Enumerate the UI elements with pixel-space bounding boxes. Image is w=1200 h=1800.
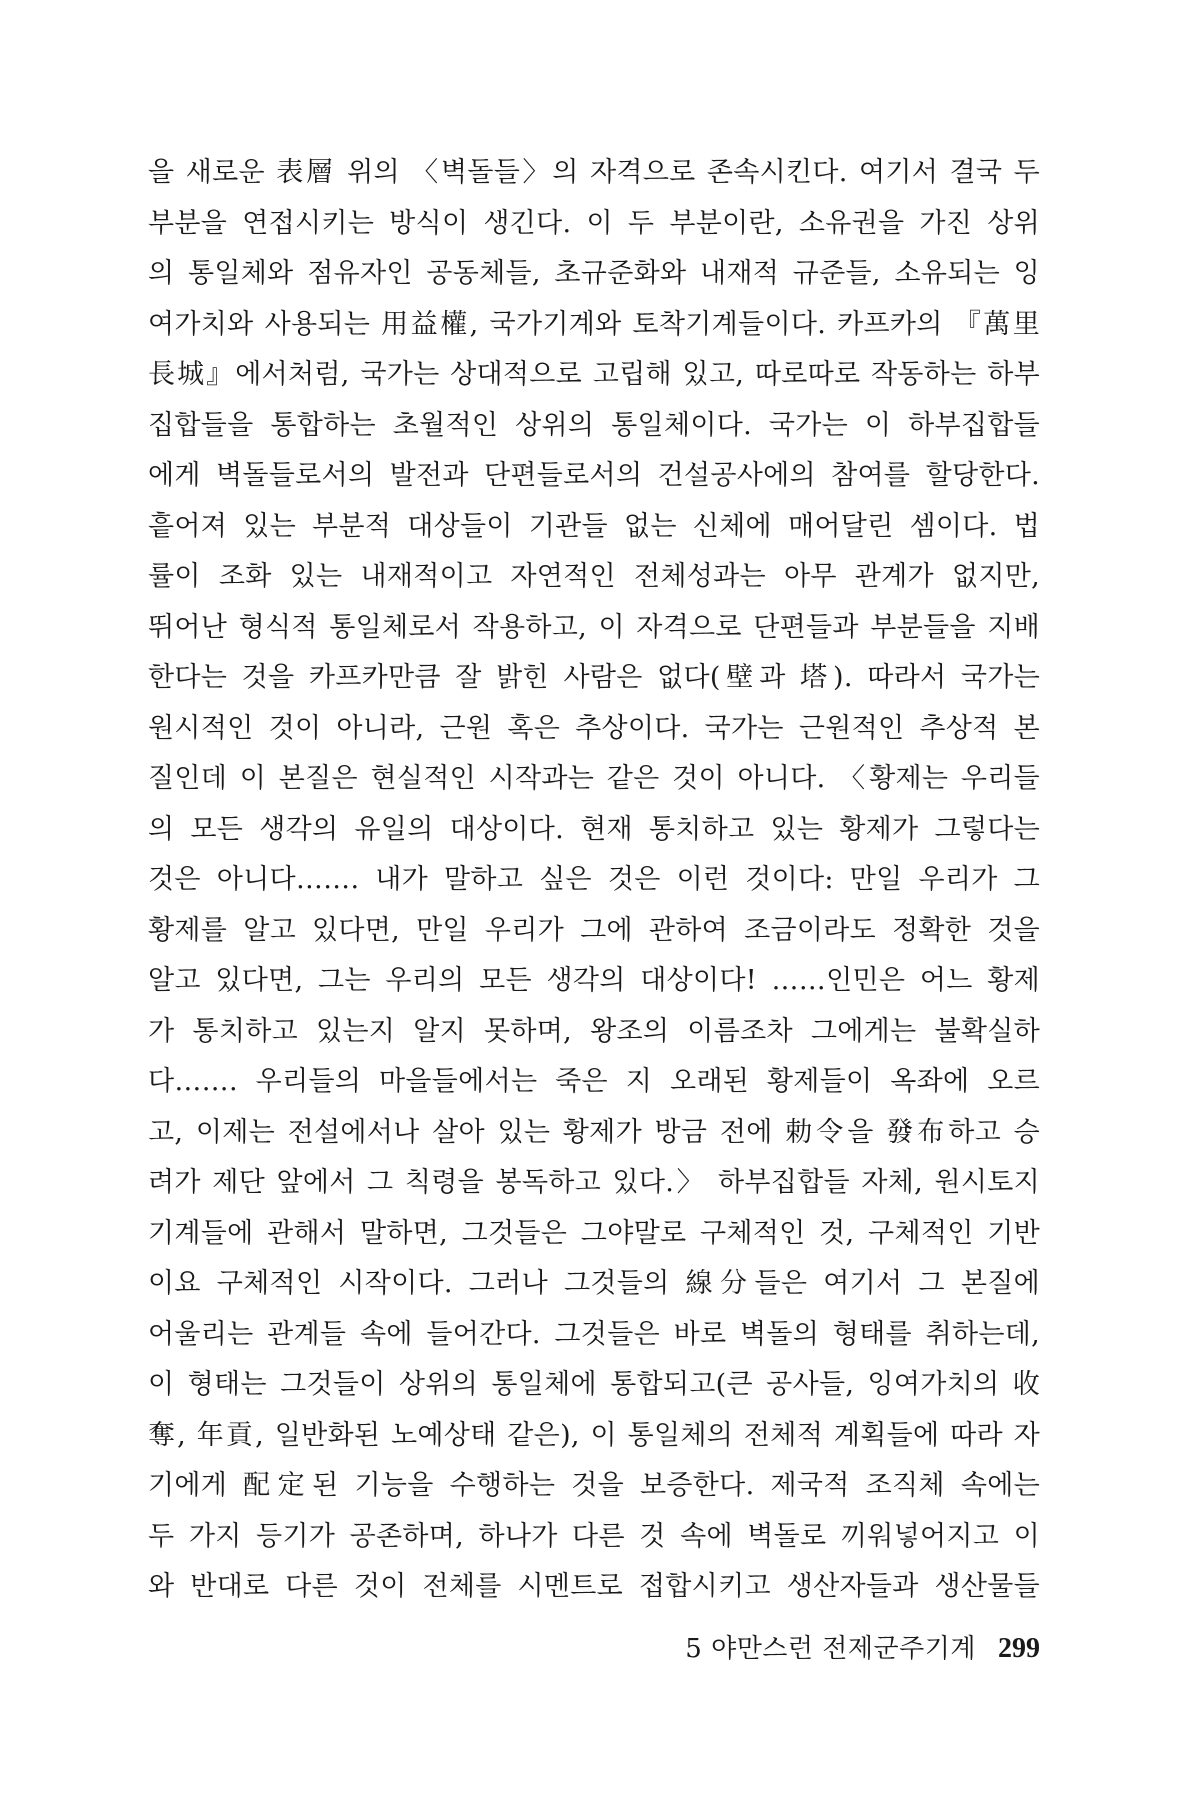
text-line: 이 형태는 그것들이 상위의 통일체에 통합되고(큰 공사들, 잉여가치의 收 xyxy=(148,1369,1040,1400)
text-line: 다……. 우리들의 마을들에서는 죽은 지 오래된 황제들이 옥좌에 오르 xyxy=(148,1066,1040,1097)
text-line: 뛰어난 형식적 통일체로서 작용하고, 이 자격으로 단편들과 부분들을 지배 xyxy=(148,611,1040,643)
text-line: 것은 아니다……. 내가 말하고 싶은 것은 이런 것이다: 만일 우리가 그 xyxy=(148,864,1040,895)
text-line: 長城』에서처럼, 국가는 상대적으로 고립해 있고, 따로따로 작동하는 하부 xyxy=(148,359,1040,390)
text-line: 부분을 연접시키는 방식이 생긴다. 이 두 부분이란, 소유권을 가진 상위 xyxy=(148,207,1040,239)
text-line: 두 가지 등기가 공존하며, 하나가 다른 것 속에 벽돌로 끼워넣어지고 이 xyxy=(148,1520,1040,1552)
text-line: 기계들에 관해서 말하면, 그것들은 그야말로 구체적인 것, 구체적인 기반 xyxy=(148,1217,1040,1249)
text-line: 여가치와 사용되는 用益權, 국가기계와 토착기계들이다. 카프카의 『萬里 xyxy=(148,308,1040,340)
text-line: 가 통치하고 있는지 알지 못하며, 왕조의 이름조차 그에게는 불확실하 xyxy=(148,1015,1040,1047)
text-line: 기에게 配定된 기능을 수행하는 것을 보증한다. 제국적 조직체 속에는 xyxy=(148,1470,1040,1501)
page-footer xyxy=(0,1629,1040,1669)
text-line: 의 모든 생각의 유일의 대상이다. 현재 통치하고 있는 황제가 그렇다는 xyxy=(148,813,1040,845)
text-line: 원시적인 것이 아니라, 근원 혹은 추상이다. 국가는 근원적인 추상적 본 xyxy=(148,712,1040,744)
text-line: 奪, 年貢, 일반화된 노예상태 같은), 이 통일체의 전체적 계획들에 따라 자 xyxy=(148,1419,1040,1451)
text-line: 을 새로운 表層 위의 〈벽돌들〉의 자격으로 존속시킨다. 여기서 결국 두 xyxy=(148,157,1040,188)
text-line: 알고 있다면, 그는 우리의 모든 생각의 대상이다! ……인민은 어느 황제 xyxy=(148,965,1040,996)
text-line: 에게 벽돌들로서의 발전과 단편들로서의 건설공사에의 참여를 할당한다. xyxy=(148,460,1040,491)
text-line: 어울리는 관계들 속에 들어간다. 그것들은 바로 벽돌의 형태를 취하는데, xyxy=(148,1318,1040,1350)
text-line: 률이 조화 있는 내재적이고 자연적인 전체성과는 아무 관계가 없지만, xyxy=(148,561,1040,592)
text-line: 이요 구체적인 시작이다. 그러나 그것들의 線分들은 여기서 그 본질에 xyxy=(148,1268,1040,1299)
text-line: 집합들을 통합하는 초월적인 상위의 통일체이다. 국가는 이 하부집합들 xyxy=(148,409,1040,441)
text-line: 황제를 알고 있다면, 만일 우리가 그에 관하여 조금이라도 정확한 것을 xyxy=(148,914,1040,946)
running-footer-chapter: 5 야만스런 전제군주기계 xyxy=(685,1634,976,1664)
text-line: 흩어져 있는 부분적 대상들이 기관들 없는 신체에 매어달린 셈이다. 법 xyxy=(148,510,1040,542)
text-line: 고, 이제는 전설에서나 살아 있는 황제가 방금 전에 勅令을 發布하고 승 xyxy=(148,1116,1040,1148)
text-line: 와 반대로 다른 것이 전체를 시멘트로 접합시키고 생산자들과 생산물들 xyxy=(148,1571,1040,1602)
body-text xyxy=(148,148,1040,1613)
text-line: 의 통일체와 점유자인 공동체들, 초규준화와 내재적 규준들, 소유되는 잉 xyxy=(148,258,1040,289)
text-line: 한다는 것을 카프카만큼 잘 밝힌 사람은 없다(壁과 塔). 따라서 국가는 xyxy=(148,662,1040,693)
text-line: 려가 제단 앞에서 그 칙령을 봉독하고 있다.〉 하부집합들 자체, 원시토지 xyxy=(148,1167,1040,1198)
page-number: 299 xyxy=(998,1633,1040,1664)
text-line: 질인데 이 본질은 현실적인 시작과는 같은 것이 아니다. 〈황제는 우리들 xyxy=(148,763,1040,794)
